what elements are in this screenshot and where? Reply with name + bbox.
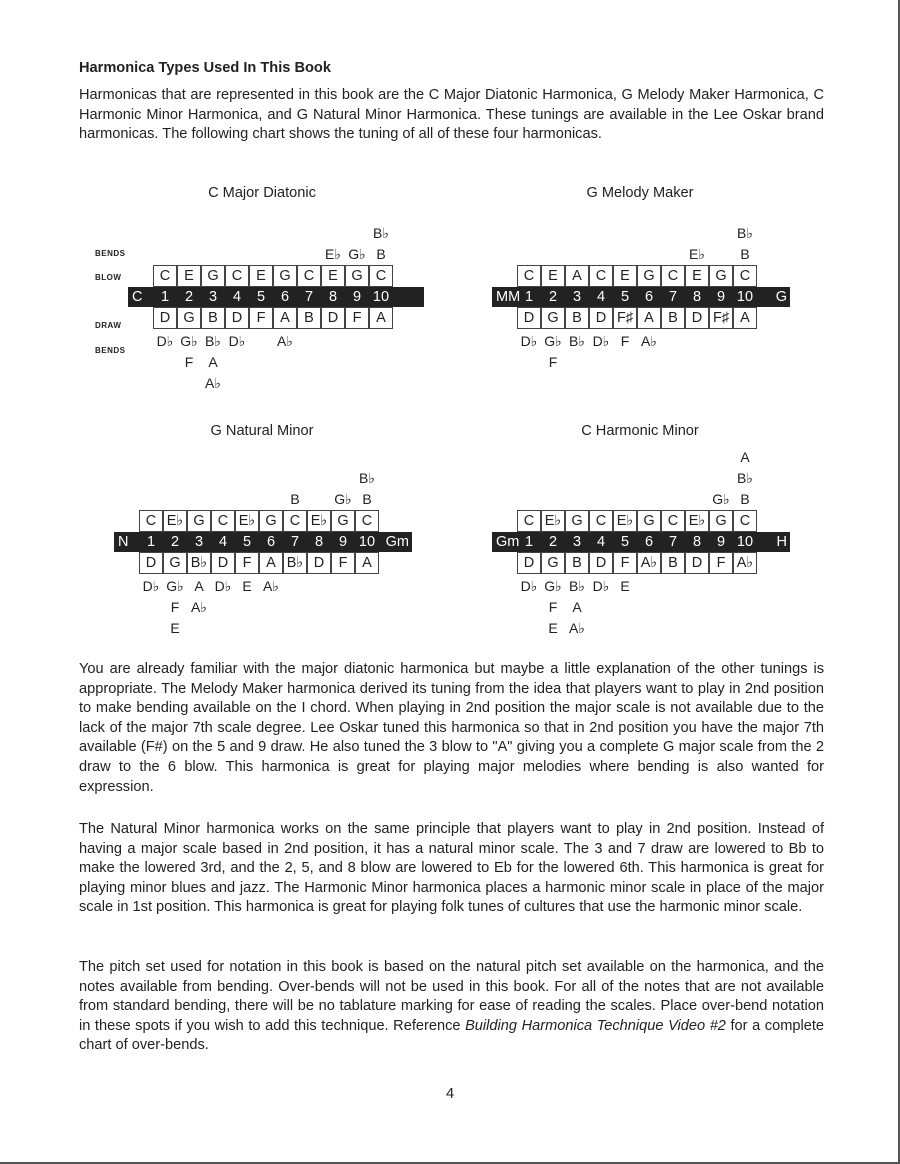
blow-bend-note: E♭ xyxy=(325,246,341,262)
blow-hole-7: C xyxy=(297,265,321,287)
blow-hole-6: G xyxy=(259,510,283,532)
draw-hole-6: A xyxy=(637,307,661,329)
draw-hole-4: D xyxy=(211,552,235,574)
blow-bend-note: B xyxy=(376,246,386,262)
draw-bend-note: G♭ xyxy=(166,578,184,594)
blow-hole-4: C xyxy=(589,510,613,532)
page-number: 4 xyxy=(445,1086,455,1102)
draw-hole-3: B xyxy=(201,307,225,329)
draw-hole-10: A xyxy=(733,307,757,329)
hole-number-5: 5 xyxy=(256,289,266,305)
blow-hole-3: G xyxy=(187,510,211,532)
hole-number-1: 1 xyxy=(524,534,534,550)
chart-title: C Harmonic Minor xyxy=(581,423,699,439)
draw-hole-1: D xyxy=(153,307,177,329)
blow-hole-4: C xyxy=(589,265,613,287)
hole-number-4: 4 xyxy=(596,289,606,305)
draw-bend-note: F xyxy=(548,354,558,370)
hole-number-2: 2 xyxy=(170,534,180,550)
draw-hole-8: D xyxy=(685,552,709,574)
draw-bend-note: A xyxy=(572,599,582,615)
hole-number-8: 8 xyxy=(314,534,324,550)
draw-bend-note: G♭ xyxy=(544,578,562,594)
draw-hole-6: A♭ xyxy=(637,552,661,574)
blow-bend-note: A xyxy=(740,449,750,465)
draw-hole-3: B♭ xyxy=(187,552,211,574)
hole-number-3: 3 xyxy=(572,534,582,550)
draw-bend-note: A♭ xyxy=(205,375,221,391)
draw-bend-note: F xyxy=(184,354,194,370)
hole-number-6: 6 xyxy=(266,534,276,550)
hole-number-4: 4 xyxy=(232,289,242,305)
hole-number-10: 10 xyxy=(736,534,754,550)
draw-hole-5: F xyxy=(235,552,259,574)
draw-hole-10: A xyxy=(369,307,393,329)
draw-hole-8: D xyxy=(685,307,709,329)
hole-number-5: 5 xyxy=(620,289,630,305)
section-title: Harmonica Types Used In This Book xyxy=(79,60,331,76)
hole-number-8: 8 xyxy=(692,534,702,550)
draw-hole-8: D xyxy=(321,307,345,329)
draw-bend-note: A♭ xyxy=(569,620,585,636)
hole-number-10: 10 xyxy=(372,289,390,305)
draw-bend-note: E xyxy=(170,620,180,636)
blow-hole-9: G xyxy=(345,265,369,287)
draw-hole-7: B xyxy=(661,552,685,574)
blow-hole-5: E♭ xyxy=(613,510,637,532)
blow-hole-6: G xyxy=(637,265,661,287)
blow-hole-1: C xyxy=(153,265,177,287)
draw-bend-note: F xyxy=(170,599,180,615)
hole-number-bar xyxy=(492,287,790,307)
blow-bend-note: G♭ xyxy=(334,491,352,507)
draw-label: DRAW xyxy=(95,321,122,330)
hole-number-9: 9 xyxy=(716,289,726,305)
blow-bend-note: G♭ xyxy=(348,246,366,262)
draw-hole-4: D xyxy=(589,307,613,329)
draw-hole-4: D xyxy=(589,552,613,574)
blow-label: BLOW xyxy=(95,273,122,282)
hole-number-8: 8 xyxy=(692,289,702,305)
blow-bend-note: B♭ xyxy=(737,470,753,486)
blow-hole-9: G xyxy=(709,265,733,287)
draw-bend-note: F xyxy=(548,599,558,615)
draw-hole-5: F♯ xyxy=(613,307,637,329)
draw-bend-note: G♭ xyxy=(180,333,198,349)
hole-number-8: 8 xyxy=(328,289,338,305)
key-label-right: G xyxy=(775,289,787,305)
draw-hole-1: D xyxy=(139,552,163,574)
draw-bend-note: A xyxy=(208,354,218,370)
chart-title: G Melody Maker xyxy=(586,185,694,201)
paragraph-natural-minor: The Natural Minor harmonica works on the same principle that players want to play in 2nd position. Instead of having a major scale based in 2nd position, it has a natural minor scale. The 3 and 7 draw are lowered to Bb to make the lowered 3rd, and the 2, 5, and 8 blow are lowered to Eb for the lowered 6th. This harmonica is great for playing minor blues and jazz. The Harmonic Minor harmonica places a harmonic minor scale in place of the major scale in 1st position. This harmonica is great for playing folk tunes of cultures that use the harmonic minor scale. xyxy=(79,821,824,916)
draw-bend-note: B♭ xyxy=(569,333,585,349)
blow-bend-note: G♭ xyxy=(712,491,730,507)
draw-hole-9: F xyxy=(709,552,733,574)
blow-hole-10: C xyxy=(733,510,757,532)
blow-hole-3: A xyxy=(565,265,589,287)
blow-hole-9: G xyxy=(331,510,355,532)
draw-bend-note: A♭ xyxy=(277,333,293,349)
draw-bend-note: G♭ xyxy=(544,333,562,349)
key-label-left: Gm xyxy=(496,534,520,550)
hole-number-2: 2 xyxy=(184,289,194,305)
hole-number-3: 3 xyxy=(572,289,582,305)
blow-hole-1: C xyxy=(139,510,163,532)
key-label-left: MM xyxy=(496,289,521,305)
draw-hole-9: F xyxy=(345,307,369,329)
key-label-right: H xyxy=(776,534,787,550)
paragraph-pitch-set xyxy=(79,958,824,1056)
blow-hole-7: C xyxy=(283,510,307,532)
hole-number-bar xyxy=(128,287,424,307)
draw-hole-8: D xyxy=(307,552,331,574)
blow-hole-2: E xyxy=(541,265,565,287)
chart-title: C Major Diatonic xyxy=(208,185,316,201)
blow-bend-note: B♭ xyxy=(373,225,389,241)
hole-number-7: 7 xyxy=(290,534,300,550)
blow-bend-note: B xyxy=(740,491,750,507)
key-label-right: Gm xyxy=(385,534,409,550)
hole-number-3: 3 xyxy=(208,289,218,305)
hole-number-3: 3 xyxy=(194,534,204,550)
blow-hole-7: C xyxy=(661,265,685,287)
draw-bend-note: B♭ xyxy=(569,578,585,594)
blow-hole-1: C xyxy=(517,265,541,287)
blow-hole-6: G xyxy=(273,265,297,287)
hole-number-9: 9 xyxy=(352,289,362,305)
draw-bend-note: F xyxy=(620,333,630,349)
draw-bend-note: A♭ xyxy=(641,333,657,349)
draw-hole-5: F xyxy=(249,307,273,329)
hole-number-6: 6 xyxy=(644,289,654,305)
draw-bend-note: D♭ xyxy=(214,578,232,594)
blow-hole-5: E♭ xyxy=(235,510,259,532)
hole-number-7: 7 xyxy=(668,534,678,550)
draw-hole-1: D xyxy=(517,307,541,329)
draw-bend-note: D♭ xyxy=(520,578,538,594)
key-label-left: C xyxy=(132,289,143,305)
draw-hole-4: D xyxy=(225,307,249,329)
blow-hole-4: C xyxy=(225,265,249,287)
hole-number-2: 2 xyxy=(548,534,558,550)
draw-bend-note: D♭ xyxy=(142,578,160,594)
draw-bend-note: D♭ xyxy=(156,333,174,349)
draw-hole-9: F xyxy=(331,552,355,574)
blow-hole-10: C xyxy=(355,510,379,532)
draw-hole-9: F♯ xyxy=(709,307,733,329)
hole-number-7: 7 xyxy=(304,289,314,305)
blow-hole-7: C xyxy=(661,510,685,532)
draw-bend-note: A xyxy=(194,578,204,594)
hole-number-5: 5 xyxy=(242,534,252,550)
blow-hole-10: C xyxy=(733,265,757,287)
blow-bend-note: B xyxy=(290,491,300,507)
draw-bend-note: E xyxy=(548,620,558,636)
key-label-left: N xyxy=(118,534,129,550)
draw-hole-2: G xyxy=(163,552,187,574)
hole-number-1: 1 xyxy=(524,289,534,305)
draw-hole-6: A xyxy=(259,552,283,574)
draw-bend-note: E xyxy=(620,578,630,594)
hole-number-6: 6 xyxy=(280,289,290,305)
blow-hole-8: E xyxy=(321,265,345,287)
hole-number-7: 7 xyxy=(668,289,678,305)
pitch-set-text-end: for a complete chart of over-bends. xyxy=(79,1017,824,1054)
draw-hole-10: A xyxy=(355,552,379,574)
hole-number-1: 1 xyxy=(160,289,170,305)
blow-hole-1: C xyxy=(517,510,541,532)
draw-hole-7: B♭ xyxy=(283,552,307,574)
hole-number-bar xyxy=(492,532,790,552)
hole-number-1: 1 xyxy=(146,534,156,550)
draw-bend-note: D♭ xyxy=(228,333,246,349)
blow-bend-note: B xyxy=(740,246,750,262)
draw-bend-note: D♭ xyxy=(592,333,610,349)
draw-hole-2: G xyxy=(541,552,565,574)
hole-number-2: 2 xyxy=(548,289,558,305)
blow-hole-2: E xyxy=(177,265,201,287)
hole-number-bar xyxy=(114,532,412,552)
hole-number-4: 4 xyxy=(218,534,228,550)
blow-hole-9: G xyxy=(709,510,733,532)
paragraph-melody-maker: You are already familiar with the major diatonic harmonica but maybe a little explanation of the other tunings is appropriate. The Melody Maker harmonica derived its tuning from the idea that players want to play in 2nd position to make bending available on the I chord. When playing in 2nd position the major scale is not available due to the lack of the major 7th scale degree. Lee Oskar tuned this harmonica so that in 2nd position you have the major 7th available (F#) on the 5 and 9 draw. He also tuned the 3 blow to "A" giving you a complete G major scale from the 2 draw to the 6 blow. This harmonica is great for playing major melodies where bending is also wanted for expression. xyxy=(79,661,824,795)
hole-number-4: 4 xyxy=(596,534,606,550)
blow-bend-note: B♭ xyxy=(359,470,375,486)
draw-hole-3: B xyxy=(565,307,589,329)
draw-bend-note: E xyxy=(242,578,252,594)
blow-hole-6: G xyxy=(637,510,661,532)
draw-hole-1: D xyxy=(517,552,541,574)
blow-hole-10: C xyxy=(369,265,393,287)
pitch-set-text: The pitch set used for notation in this book is based on the natural pitch set available on the harmonica, and the notes available from bending. Over-bends will not be used in this book. For all of the notes that are not available from standard bending, there will be no tablature marking for ease of reading the scales. Place over-bend notation in these spots if you wish to add this technique. Reference xyxy=(79,959,824,1034)
blow-bend-note: B♭ xyxy=(737,225,753,241)
draw-hole-7: B xyxy=(297,307,321,329)
intro-paragraph: Harmonicas that are represented in this book are the C Major Diatonic Harmonica, G Melody Maker Harmonica, C Harmonic Minor Harmonica, and G Natural Minor Harmonica. These tunings are available in the Lee Oskar brand harmonicas. The following chart shows the tuning of all of these four harmonicas. xyxy=(79,87,824,143)
draw-bend-note: B♭ xyxy=(205,333,221,349)
draw-bend-note: D♭ xyxy=(520,333,538,349)
draw-bend-note: A♭ xyxy=(191,599,207,615)
blow-hole-8: E♭ xyxy=(307,510,331,532)
video-reference: Building Harmonica Technique Video #2 xyxy=(465,1017,726,1034)
draw-hole-2: G xyxy=(177,307,201,329)
draw-bend-note: A♭ xyxy=(263,578,279,594)
blow-hole-5: E xyxy=(249,265,273,287)
hole-number-9: 9 xyxy=(716,534,726,550)
hole-number-10: 10 xyxy=(358,534,376,550)
chart-title: G Natural Minor xyxy=(210,423,314,439)
draw-hole-3: B xyxy=(565,552,589,574)
hole-number-9: 9 xyxy=(338,534,348,550)
bends-label-top: BENDS xyxy=(95,249,126,258)
draw-hole-6: A xyxy=(273,307,297,329)
blow-hole-2: E♭ xyxy=(541,510,565,532)
hole-number-6: 6 xyxy=(644,534,654,550)
blow-hole-3: G xyxy=(201,265,225,287)
blow-hole-8: E♭ xyxy=(685,510,709,532)
hole-number-10: 10 xyxy=(736,289,754,305)
bends-label-bottom: BENDS xyxy=(95,346,126,355)
hole-number-5: 5 xyxy=(620,534,630,550)
draw-hole-5: F xyxy=(613,552,637,574)
blow-bend-note: E♭ xyxy=(689,246,705,262)
blow-hole-2: E♭ xyxy=(163,510,187,532)
blow-bend-note: B xyxy=(362,491,372,507)
blow-hole-4: C xyxy=(211,510,235,532)
blow-hole-8: E xyxy=(685,265,709,287)
blow-hole-5: E xyxy=(613,265,637,287)
draw-bend-note: D♭ xyxy=(592,578,610,594)
draw-hole-2: G xyxy=(541,307,565,329)
draw-hole-10: A♭ xyxy=(733,552,757,574)
blow-hole-3: G xyxy=(565,510,589,532)
draw-hole-7: B xyxy=(661,307,685,329)
